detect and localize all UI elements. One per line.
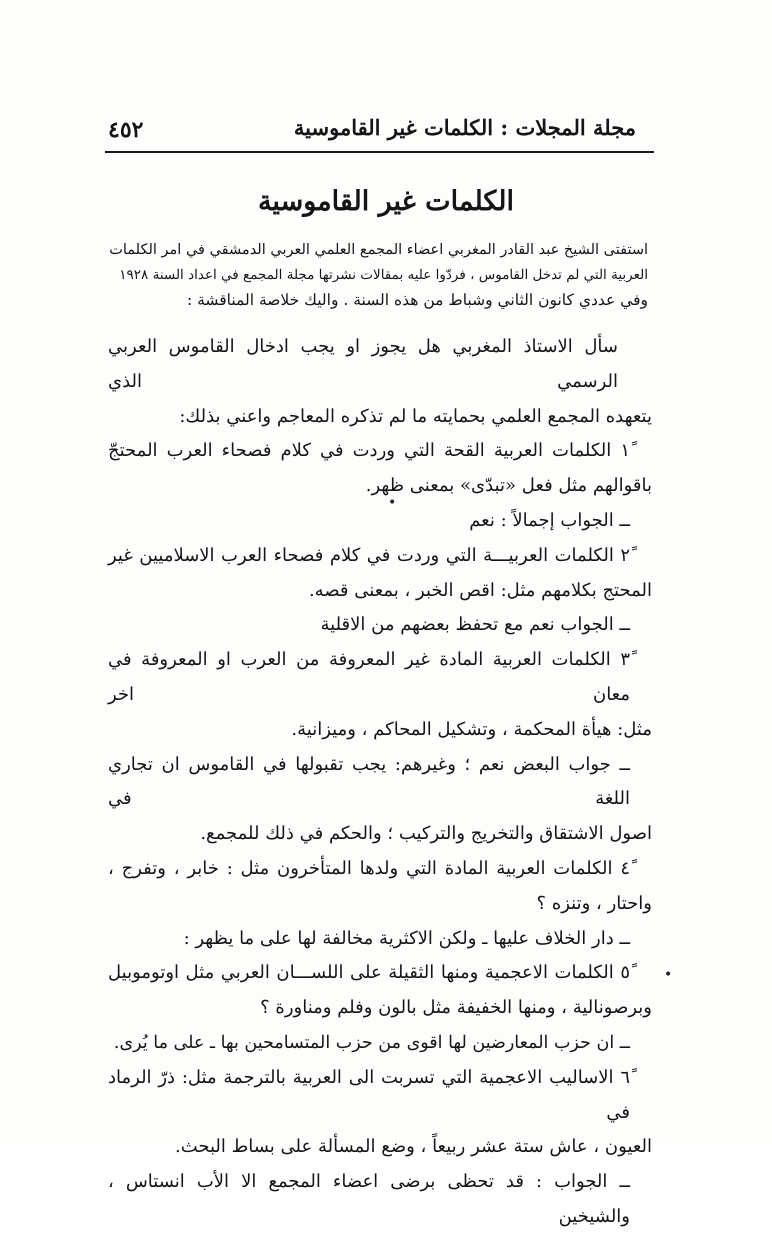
body-line: ٣ً الكلمات العربية المادة غير المعروفة من العرب او المعروفة في معان اخر [108,649,630,705]
running-head: مجلة المجلات : الكلمات غير القاموسية [293,115,636,140]
body-line: العيون ، عاش ستة عشر ربيعاً ، وضع المسألة على بساط البحث. [174,1136,652,1158]
print-speck: • [388,495,397,511]
body-line: ٦ً الاساليب الاعجمية التي تسربت الى العربية بالترجمة مثل: ذرّ الرماد في [108,1066,630,1123]
body-line: وبرصونالية ، ومنها الخفيفة مثل بالون وفلم ومناورة ؟ [260,997,652,1019]
body-line: ٥ً الكلمات الاعجمية ومنها الثقيلة على اللســـان العربي مثل اوتوموبيل [108,962,630,984]
body-line: يتعهده المجمع العلمي بحمايته ما لم تذكره المعاجم واعني بذلك: [179,405,652,427]
page-number: ٤٥٢ [108,117,144,143]
body-line: سأل الاستاذ المغربي هل يجوز او يجب ادخال القاموس العربي الرسمي الذي [108,336,618,392]
article-title: الكلمات غير القاموسية [257,186,515,217]
intro-line: استفتى الشيخ عبد القادر المغربي اعضاء المجمع العلمي العربي الدمشقي في امر الكلمات [109,242,648,258]
body-line: مثل: هيأة المحكمة ، وتشكيل المحاكم ، وميزانية. [291,718,652,740]
page-header [108,113,652,149]
body-line: ــ جواب البعض نعم ؛ وغيرهم: يجب تقبولها في القاموس ان تجاري اللغة في [108,753,630,810]
print-speck: • [664,967,673,983]
body-line: ٤ً الكلمات العربية المادة التي ولدها المتأخرون مثل : خابر ، وتفرج ، [108,857,630,879]
intro-paragraph [108,238,648,313]
body-line: المحتج بكلامهم مثل: اقص الخبر ، بمعنى قصه. [308,579,652,601]
body-line: اصول الاشتقاق والتخريج والتركيب ؛ والحكم في ذلك للمجمع. [200,823,652,845]
body-line: باقوالهم مثل فعل «تبدّى» بمعنى ظهر. [365,475,652,497]
body-line: ١ً الكلمات العربية القحة التي وردت في كلام فصحاء العرب المحتجّ [108,440,630,462]
article-body [108,330,652,1235]
body-line: ٢ً الكلمات العربيـــة التي وردت في كلام فصحاء العرب الاسلاميين غير [108,544,630,566]
intro-line: وفي عددي كانون الثاني وشباط من هذه السنة . واليك خلاصة المناقشة : [186,291,648,309]
body-line: ــ دار الخلاف عليها ـ ولكن الاكثرية مخالفة لها على ما يظهر : [183,927,630,949]
body-line: واحتار ، وتنزه ؟ [536,892,652,914]
header-rule [105,151,654,153]
body-line: ــ الجواب : قد تحظى برضى اعضاء المجمع الا الأب انستاس ، والشيخين [108,1171,630,1227]
body-line: ــ ان حزب المعارضين لها اقوى من حزب المتسامحين بها ـ على ما يُرى. [113,1032,630,1053]
body-line: ــ الجواب نعم مع تحفظ بعضهم من الاقلية [320,614,630,636]
intro-line: العربية التي لم تدخل القاموس ، فردّوا عليه بمقالات نشرتها مجلة المجمع في اعداد السنة ١٩٢٨ [119,267,648,283]
body-line: ــ الجواب إجمالاً : نعم [469,509,630,531]
